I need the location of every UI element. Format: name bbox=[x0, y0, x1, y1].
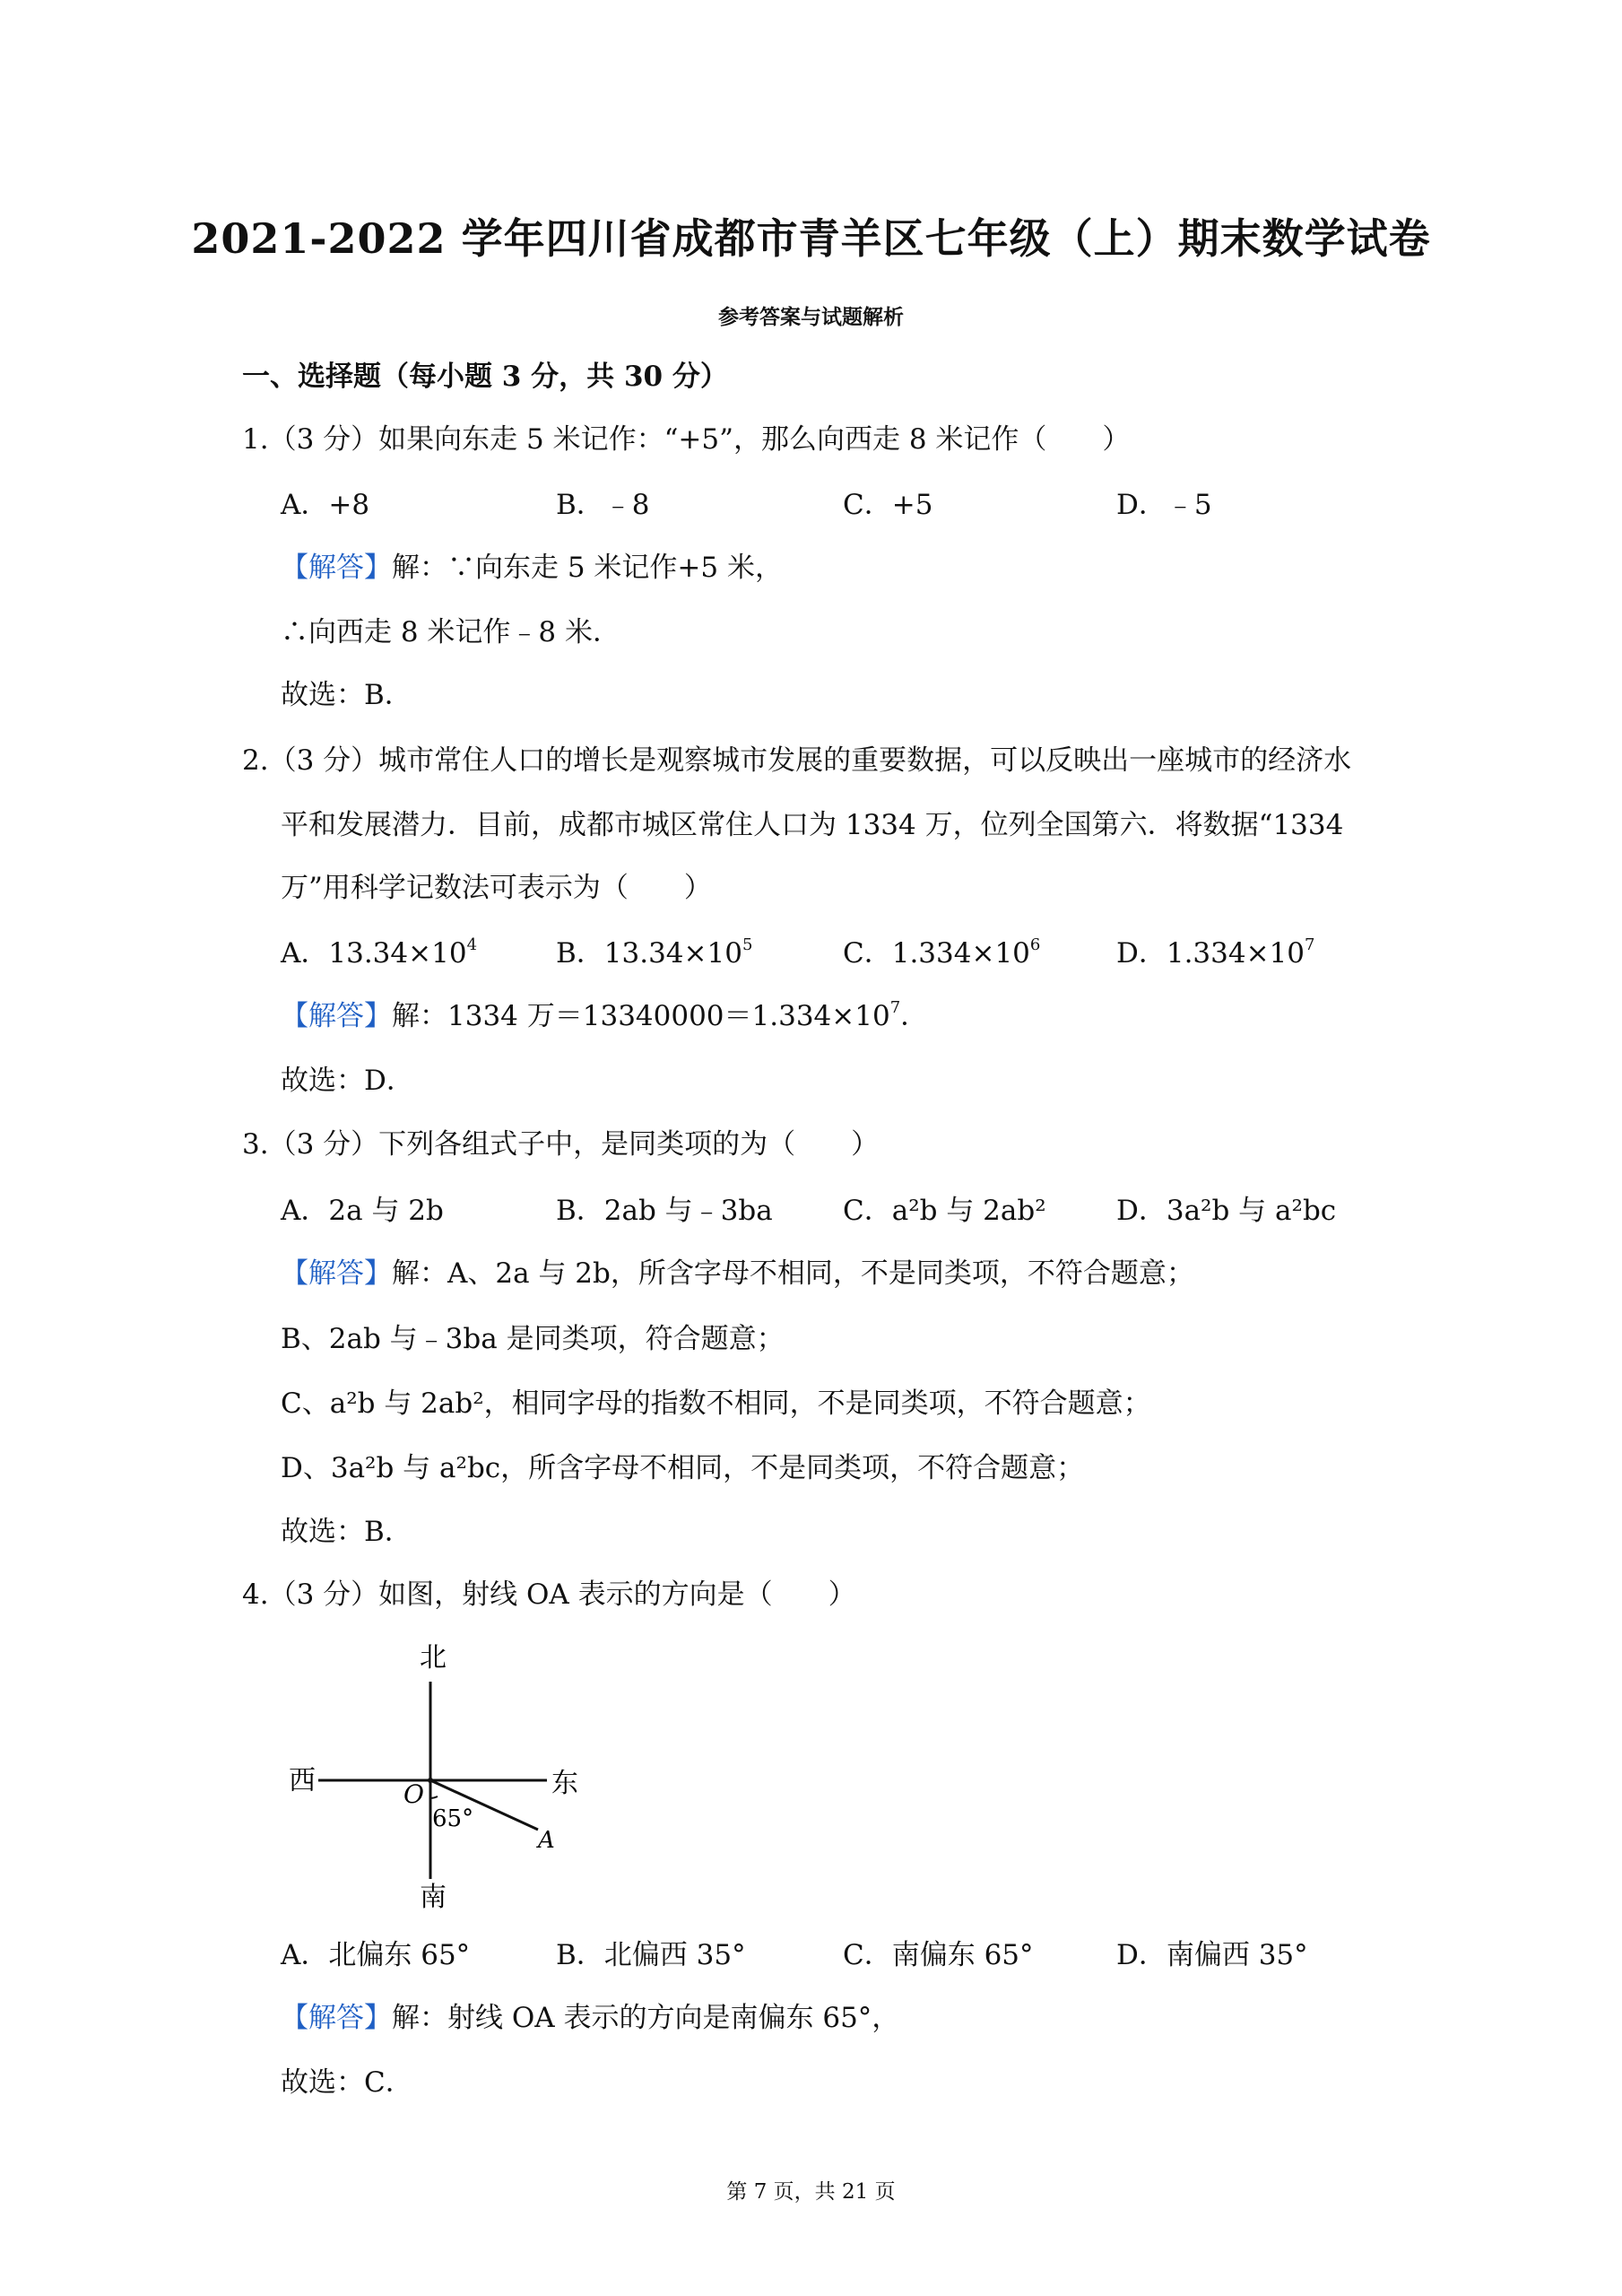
origin-point bbox=[428, 1778, 433, 1783]
q2-solution: 【解答】解：1334 万$=13340000=1.334\times 10^7$． bbox=[281, 998, 929, 1032]
origin-label: O bbox=[403, 1779, 424, 1809]
question-4-stem: 4.（3 分）如图，射线 OA 表示的方向是（ ） bbox=[242, 1578, 856, 1611]
east-label: 东 bbox=[551, 1768, 578, 1799]
west-label: 西 bbox=[289, 1765, 316, 1796]
q2-answer-choice: 故选：D． bbox=[281, 1065, 414, 1097]
q4-option-b: B．北偏西 35° bbox=[556, 1939, 746, 1971]
north-label: 北 bbox=[420, 1642, 447, 1674]
q4-answer-choice: 故选：C． bbox=[281, 2066, 413, 2099]
q3-solution-line-3: C、a²b 与 2ab²，相同字母的指数不相同，不是同类项，不符合题意； bbox=[281, 1387, 1151, 1420]
q1-option-d: D．﹣5 bbox=[1116, 489, 1212, 521]
q4-option-a: A．北偏东 65° bbox=[281, 1939, 471, 1971]
question-2-stem-line-3: 万”用科学记数法可表示为（ ） bbox=[281, 872, 712, 904]
q4-option-c: C．南偏东 65° bbox=[843, 1939, 1034, 1971]
q1-solution-line-2: ∴向西走 8 米记作﹣8 米． bbox=[281, 616, 621, 648]
q3-option-a: A．2a 与 2b bbox=[281, 1195, 444, 1227]
q1-option-b: B．﹣8 bbox=[556, 489, 650, 521]
q3-option-b: B．2ab 与﹣3ba bbox=[556, 1195, 773, 1227]
point-a-label: A bbox=[538, 1827, 555, 1854]
q3-solution-line-1: 【解答】解：A、2a 与 2b，所含字母不相同，不是同类项，不符合题意； bbox=[281, 1257, 1194, 1290]
q3-solution-line-4: D、3a²b 与 a²bc，所含字母不相同，不是同类项，不符合题意； bbox=[281, 1452, 1085, 1484]
q3-option-c: C．a²b 与 2ab² bbox=[843, 1195, 1046, 1227]
question-3-stem: 3.（3 分）下列各组式子中，是同类项的为（ ） bbox=[242, 1128, 880, 1161]
q2-option-c: C．$1.334\times 10^6$ bbox=[843, 935, 1041, 970]
q3-option-d: D．3a²b 与 a²bc bbox=[1116, 1195, 1337, 1227]
question-2-stem-line-2: 平和发展潜力．目前，成都市城区常住人口为 1334 万，位列全国第六．将数据“1334 bbox=[281, 809, 1344, 841]
q1-option-a: A．+8 bbox=[281, 489, 370, 521]
q3-answer-choice: 故选：B． bbox=[281, 1516, 412, 1548]
q1-answer-choice: 故选：B． bbox=[281, 679, 412, 711]
question-2-stem-line-1: 2.（3 分）城市常住人口的增长是观察城市发展的重要数据，可以反映出一座城市的经济水 bbox=[242, 744, 1352, 777]
q2-option-b: B．$13.34\times 10^5$ bbox=[556, 935, 753, 970]
angle-label: 65° bbox=[432, 1805, 474, 1832]
page-title: 2021-2022 学年四川省成都市青羊区七年级（上）期末数学试卷 bbox=[191, 214, 1431, 263]
q2-option-d: D．$1.334\times 10^7$ bbox=[1116, 935, 1315, 970]
section-heading: 一、选择题（每小题 3 分，共 30 分） bbox=[242, 361, 728, 393]
q2-option-a: A．$13.34\times 10^4$ bbox=[281, 935, 478, 970]
q4-solution: 【解答】解：射线 OA 表示的方向是南偏东 65°， bbox=[281, 2002, 900, 2034]
compass-diagram bbox=[278, 1641, 601, 1910]
q1-solution-line-1: 【解答】解：∵向东走 5 米记作+5 米， bbox=[281, 552, 783, 584]
page-subtitle: 参考答案与试题解析 bbox=[718, 305, 904, 329]
answer-tag: 【解答】 bbox=[281, 552, 392, 584]
page-footer: 第 7 页，共 21 页 bbox=[726, 2180, 896, 2204]
q4-option-d: D．南偏西 35° bbox=[1116, 1939, 1308, 1971]
south-label: 南 bbox=[420, 1882, 447, 1910]
q1-option-c: C．+5 bbox=[843, 489, 933, 521]
question-1-stem: 1.（3 分）如果向东走 5 米记作：“+5”，那么向西走 8 米记作（ ） bbox=[242, 423, 1131, 456]
q3-solution-line-2: B、2ab 与﹣3ba 是同类项，符合题意； bbox=[281, 1323, 785, 1355]
